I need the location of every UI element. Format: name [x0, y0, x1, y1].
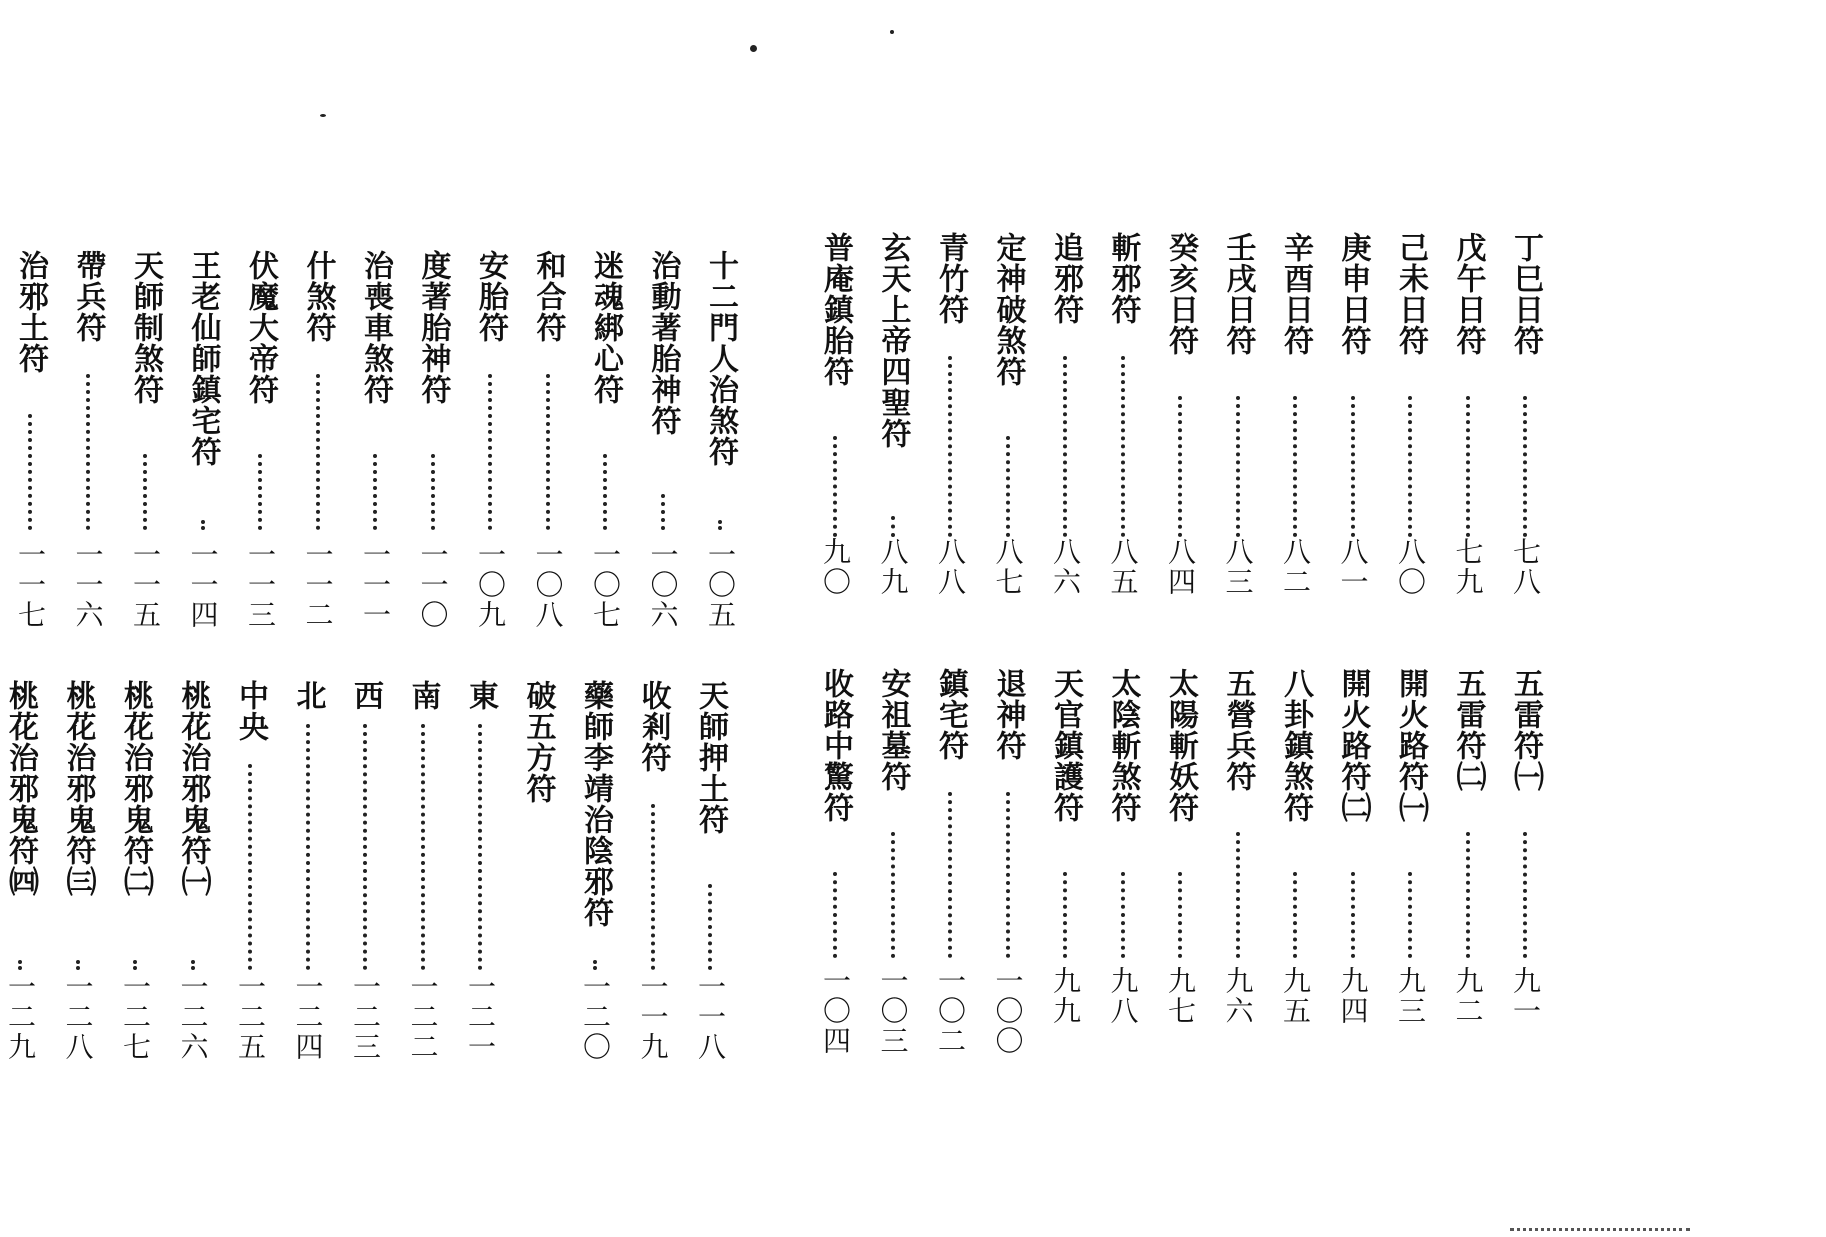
toc-entry[interactable]	[460, 680, 500, 1060]
toc-entry[interactable]	[633, 680, 673, 1060]
toc-entry[interactable]	[230, 680, 270, 1060]
toc-entry[interactable]	[815, 668, 855, 1056]
toc-page-number: 八二	[1279, 537, 1312, 597]
toc-entry-title: 十二門人治煞符	[703, 250, 738, 467]
scan-speck	[320, 114, 326, 117]
toc-page-number: 八三	[1221, 537, 1255, 597]
toc-entry[interactable]	[240, 250, 280, 630]
toc-entry[interactable]	[298, 250, 338, 630]
toc-entry[interactable]	[58, 680, 98, 1060]
toc-entry[interactable]	[1218, 232, 1258, 612]
dot-leader	[421, 724, 425, 970]
toc-entry[interactable]	[815, 232, 855, 612]
toc-page-number: 一〇三	[876, 966, 910, 1056]
dot-leader	[1293, 396, 1297, 537]
toc-entry-title: 治喪車煞符	[358, 250, 393, 405]
toc-entry-title: 天師押土符	[693, 680, 728, 835]
dot-leader	[708, 884, 712, 970]
toc-entry[interactable]	[1390, 668, 1430, 1048]
toc-entry[interactable]	[355, 250, 395, 630]
toc-entry[interactable]	[0, 680, 40, 1060]
toc-entry-title: 辛酉日符	[1278, 232, 1313, 356]
dot-leader	[1408, 872, 1412, 958]
dot-leader	[76, 960, 80, 970]
toc-page-number: 九八	[1106, 966, 1140, 1026]
toc-entry[interactable]	[173, 680, 213, 1060]
toc-entry-title: 西	[348, 680, 383, 711]
toc-entry-title: 太陰斬煞符	[1105, 668, 1141, 823]
toc-entry-title: 安祖墓符	[875, 668, 911, 792]
toc-page-number: 一二九	[4, 972, 37, 1062]
toc-block-right-bottom	[800, 668, 1560, 1056]
toc-entry[interactable]	[690, 680, 730, 1060]
toc-entry-title: 丁巳日符	[1508, 232, 1543, 356]
toc-page-number: 一二二	[406, 972, 440, 1062]
toc-block-right-top	[800, 232, 1560, 612]
scan-speck	[750, 45, 757, 52]
dot-leader	[431, 454, 435, 530]
toc-entry[interactable]	[528, 250, 568, 630]
toc-entry[interactable]	[585, 250, 625, 630]
dot-leader	[1006, 436, 1010, 537]
toc-page-number: 一〇九	[474, 540, 507, 630]
toc-page-number: 一一五	[129, 540, 162, 630]
toc-entry[interactable]	[930, 668, 970, 1056]
toc-entry-title: 鎮宅符	[933, 668, 968, 761]
dot-leader	[373, 454, 377, 530]
dot-leader	[133, 960, 137, 970]
toc-entry[interactable]	[115, 680, 155, 1060]
toc-block-left-bottom	[0, 680, 760, 1060]
dot-leader	[1063, 872, 1067, 958]
toc-page-number: 八九	[876, 537, 910, 597]
dot-leader	[1466, 832, 1470, 958]
dot-leader	[201, 520, 205, 530]
toc-entry[interactable]	[988, 668, 1028, 1056]
toc-page-number: 一〇八	[531, 540, 565, 630]
toc-entry[interactable]	[1390, 232, 1430, 612]
dot-leader	[1293, 872, 1297, 958]
dot-leader	[948, 792, 952, 958]
toc-entry[interactable]	[873, 668, 913, 1056]
toc-page-number: 一二一	[464, 972, 497, 1062]
toc-entry-title: 伏魔大帝符	[243, 250, 278, 405]
toc-entry-title: 東	[463, 680, 498, 711]
dot-leader	[1236, 832, 1240, 958]
toc-entry[interactable]	[1275, 232, 1315, 612]
toc-page-number: 一一〇	[416, 540, 450, 630]
toc-entry-title: 五雷符㈡	[1450, 668, 1486, 792]
dot-leader	[603, 454, 607, 530]
toc-entry[interactable]	[1505, 668, 1545, 1048]
toc-entry-title: 破五方符	[520, 680, 556, 804]
toc-page-number: 一一三	[244, 540, 277, 630]
dot-leader	[1466, 396, 1470, 537]
toc-entry-title: 癸亥日符	[1163, 232, 1198, 356]
toc-page-number: 一一四	[186, 540, 220, 630]
toc-entry-title: 太陽斬妖符	[1163, 668, 1198, 823]
toc-entry-title: 收路中驚符	[818, 668, 853, 823]
toc-block-left-top	[0, 250, 760, 630]
dot-leader	[1523, 396, 1527, 537]
toc-page-number: 七八	[1509, 537, 1542, 597]
dot-leader	[833, 436, 837, 537]
toc-entry-title: 開火路符㈡	[1335, 668, 1371, 823]
toc-entry-title: 天師制煞符	[128, 250, 163, 405]
dot-leader	[833, 872, 837, 958]
toc-page-number: 九二	[1451, 966, 1485, 1026]
toc-page-number: 九六	[1221, 966, 1255, 1026]
dot-leader	[143, 454, 147, 530]
toc-page-number: 九四	[1336, 966, 1370, 1026]
dot-leader	[593, 960, 597, 970]
toc-entry[interactable]	[988, 232, 1028, 612]
toc-entry-title: 中央	[233, 680, 268, 742]
toc-page-number: 八六	[1049, 537, 1082, 597]
toc-entry-title: 和合符	[530, 250, 566, 343]
toc-page-number: 九五	[1279, 966, 1312, 1026]
toc-entry-title: 普庵鎮胎符	[818, 232, 853, 387]
toc-entry[interactable]	[1275, 668, 1315, 1048]
dot-leader	[891, 832, 895, 958]
toc-page-number: 一二〇	[579, 972, 612, 1062]
toc-entry[interactable]	[413, 250, 453, 630]
toc-entry[interactable]	[930, 232, 970, 612]
footer-mark	[1510, 1228, 1690, 1237]
toc-page-number: 一二四	[291, 972, 325, 1062]
toc-entry[interactable]	[1448, 668, 1488, 1048]
dot-leader	[316, 374, 320, 530]
toc-page-number: 八七	[991, 537, 1025, 597]
toc-entry[interactable]	[345, 680, 385, 1060]
toc-page-number: 一二七	[119, 972, 152, 1062]
toc-page-number: 一二八	[61, 972, 95, 1062]
dot-leader	[651, 804, 655, 970]
toc-entry[interactable]	[1333, 668, 1373, 1048]
dot-leader	[1006, 792, 1010, 958]
dot-leader	[28, 414, 32, 530]
toc-entry[interactable]	[68, 250, 108, 630]
toc-entry-title: 桃花治邪鬼符㈣	[3, 680, 38, 897]
toc-entry-title: 王老仙師鎮宅符	[185, 250, 221, 467]
dot-leader	[1121, 356, 1125, 537]
toc-entry-title: 桃花治邪鬼符㈠	[175, 680, 211, 897]
toc-entry[interactable]	[873, 232, 913, 612]
toc-entry-title: 什煞符	[300, 250, 336, 343]
toc-page-number: 一一二	[301, 540, 335, 630]
toc-entry[interactable]	[288, 680, 328, 1060]
dot-leader	[363, 724, 367, 970]
dot-leader	[191, 960, 195, 970]
dot-leader	[1178, 396, 1182, 537]
toc-entry-title: 桃花治邪鬼符㈢	[60, 680, 96, 897]
toc-entry[interactable]	[1505, 232, 1545, 612]
dot-leader	[1523, 832, 1527, 958]
toc-entry[interactable]	[10, 250, 50, 630]
toc-entry-title: 己未日符	[1393, 232, 1428, 356]
toc-entry-title: 治動著胎神符	[645, 250, 681, 436]
toc-entry-title: 斬邪符	[1105, 232, 1141, 325]
toc-entry-title: 藥師李靖治陰邪符	[578, 680, 613, 928]
toc-entry[interactable]	[403, 680, 443, 1060]
toc-entry-title: 庚申日符	[1335, 232, 1371, 356]
toc-entry-title: 天官鎮護符	[1048, 668, 1083, 823]
toc-entry[interactable]	[1218, 668, 1258, 1048]
toc-page-number: 一〇六	[646, 540, 680, 630]
toc-entry[interactable]	[700, 250, 740, 630]
toc-page-number: 一二六	[176, 972, 210, 1062]
toc-page-number: 八一	[1336, 537, 1370, 597]
toc-entry[interactable]	[1448, 232, 1488, 612]
toc-entry[interactable]	[1103, 668, 1143, 1048]
dot-leader	[1236, 396, 1240, 537]
dot-leader	[661, 494, 665, 530]
toc-entry-title: 開火路符㈠	[1393, 668, 1428, 823]
toc-entry-title: 帶兵符	[70, 250, 106, 343]
toc-page-number: 一一九	[636, 972, 670, 1062]
dot-leader	[1121, 872, 1125, 958]
toc-entry[interactable]	[183, 250, 223, 630]
toc-page-number: 一一八	[694, 972, 727, 1062]
scan-speck	[890, 30, 894, 34]
toc-entry-title: 迷魂綁心符	[588, 250, 623, 405]
toc-page-number: 一一六	[71, 540, 105, 630]
toc-entry-title: 五雷符㈠	[1508, 668, 1543, 792]
toc-entry-title: 五營兵符	[1220, 668, 1256, 792]
toc-page-number: 七九	[1451, 537, 1485, 597]
dot-leader	[1351, 396, 1355, 537]
dot-leader	[718, 520, 722, 530]
toc-entry-title: 追邪符	[1048, 232, 1083, 325]
toc-entry[interactable]	[470, 250, 510, 630]
toc-entry-title: 壬戌日符	[1220, 232, 1256, 356]
dot-leader	[891, 516, 895, 537]
toc-entry-title: 桃花治邪鬼符㈡	[118, 680, 153, 897]
dot-leader	[86, 374, 90, 530]
toc-page-number: 八八	[934, 537, 967, 597]
toc-page-number: 一〇二	[934, 966, 967, 1056]
toc-entry-title: 戊午日符	[1450, 232, 1486, 356]
toc-entry[interactable]	[1160, 232, 1200, 612]
toc-page-number: 一一七	[14, 540, 47, 630]
toc-page-number: 九九	[1049, 966, 1082, 1026]
toc-entry[interactable]	[1160, 668, 1200, 1048]
toc-entry-title: 定神破煞符	[990, 232, 1026, 387]
toc-page-number: 一二五	[234, 972, 267, 1062]
toc-entry-title: 八卦鎮煞符	[1278, 668, 1313, 823]
toc-page-number: 八五	[1106, 537, 1140, 597]
toc-entry[interactable]	[1103, 232, 1143, 612]
toc-entry[interactable]	[125, 250, 165, 630]
dot-leader	[546, 374, 550, 530]
toc-page-number: 九三	[1394, 966, 1427, 1026]
toc-page-number: 八〇	[1394, 537, 1427, 597]
toc-page-number: 九七	[1164, 966, 1197, 1026]
dot-leader	[1063, 356, 1067, 537]
dot-leader	[18, 960, 22, 970]
toc-entry-title: 治邪土符	[13, 250, 48, 374]
dot-leader	[248, 764, 252, 970]
toc-page-number: 九〇	[819, 537, 852, 597]
toc-entry-title: 南	[405, 680, 441, 711]
toc-page-number: 一二三	[349, 972, 382, 1062]
toc-entry-title: 度著胎神符	[415, 250, 451, 405]
toc-page-number: 一〇七	[589, 540, 622, 630]
toc-entry-title: 安胎符	[473, 250, 508, 343]
dot-leader	[948, 356, 952, 537]
toc-page-number: 一〇〇	[991, 966, 1025, 1056]
toc-page-number: 八四	[1164, 537, 1197, 597]
toc-page-number: 一一一	[359, 540, 392, 630]
toc-page-number: 九一	[1509, 966, 1542, 1026]
toc-entry-title: 退神符	[990, 668, 1026, 761]
toc-entry-title: 玄天上帝四聖符	[875, 232, 911, 449]
dot-leader	[1408, 396, 1412, 537]
dot-leader	[1351, 872, 1355, 958]
toc-entry[interactable]	[518, 680, 558, 1060]
toc-page-number: 一〇五	[704, 540, 737, 630]
toc-entry[interactable]	[1045, 232, 1085, 612]
dot-leader	[478, 724, 482, 970]
dot-leader	[488, 374, 492, 530]
toc-entry[interactable]	[575, 680, 615, 1060]
dot-leader	[306, 724, 310, 970]
toc-entry-title: 收剎符	[635, 680, 671, 773]
dot-leader	[1178, 872, 1182, 958]
toc-entry-title: 青竹符	[933, 232, 968, 325]
toc-entry[interactable]	[643, 250, 683, 630]
toc-entry[interactable]	[1333, 232, 1373, 612]
toc-entry[interactable]	[1045, 668, 1085, 1048]
toc-page-number: 一〇四	[819, 966, 852, 1056]
dot-leader	[258, 454, 262, 530]
toc-entry-title: 北	[290, 680, 326, 711]
